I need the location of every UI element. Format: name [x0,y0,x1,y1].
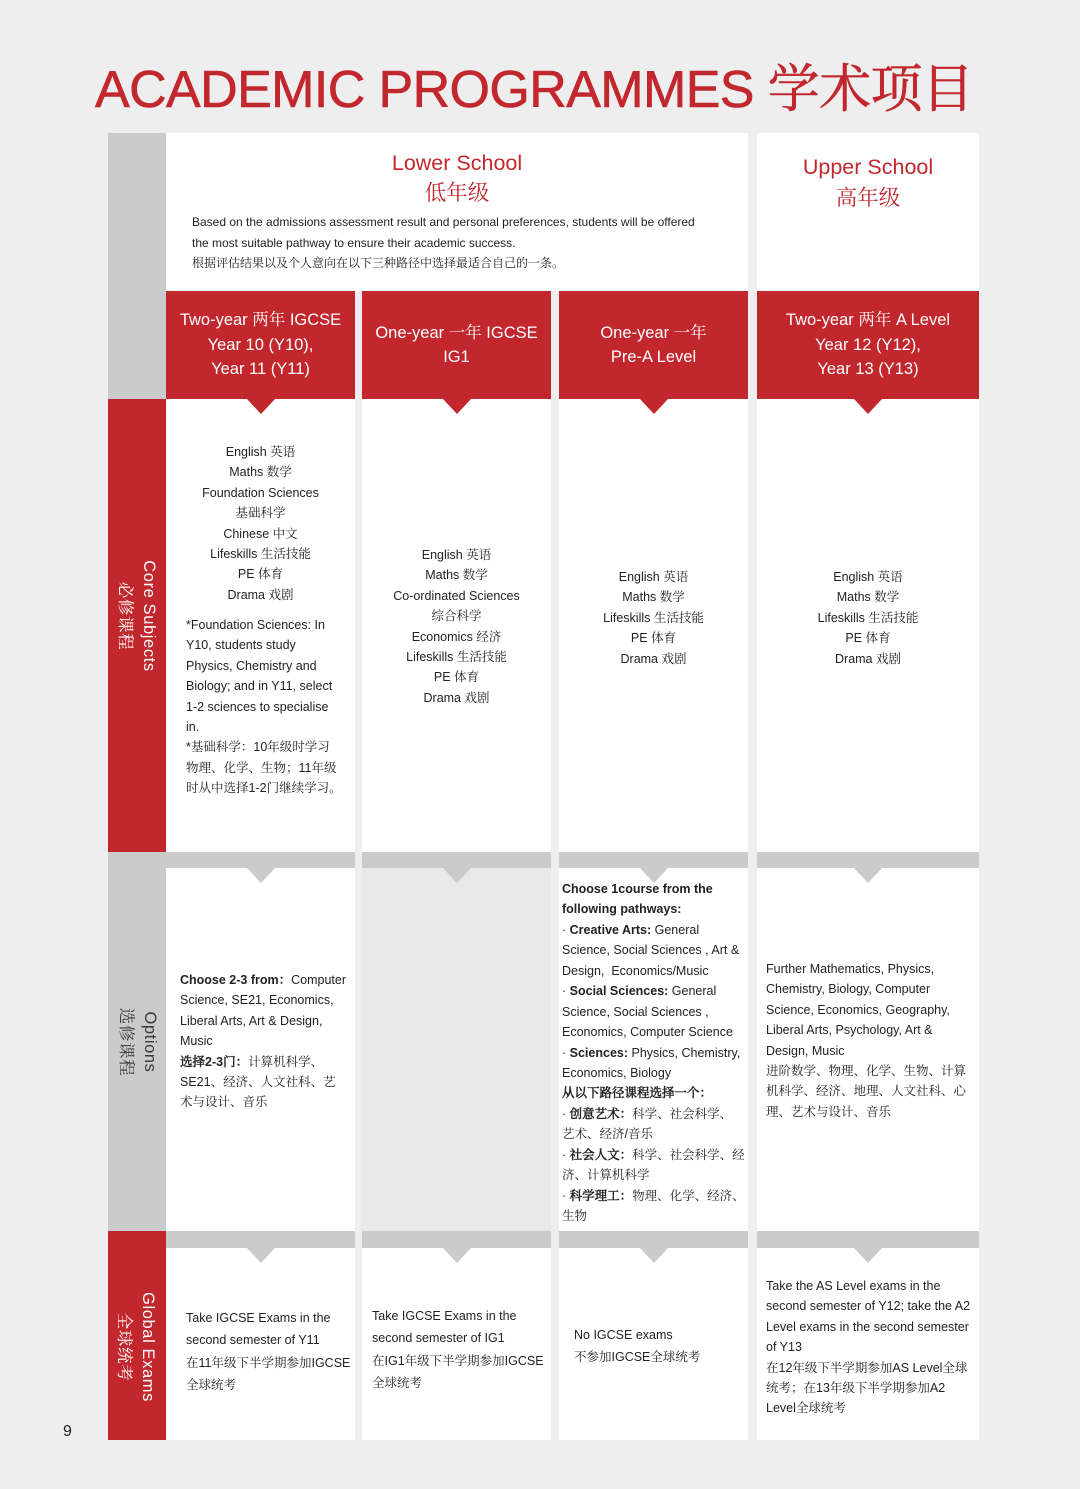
pathway-header-two-year-igcse [166,291,355,399]
row-divider [757,1231,979,1248]
pathway-name: 创意艺术： [569,1106,633,1121]
core-subject: Chinese 中文 [223,526,298,541]
options-line: Design, Economics/Music [562,963,709,978]
bullet: · [562,922,570,937]
bullet: · [562,1147,570,1162]
note-line: 时从中选择1-2门继续学习。 [186,781,342,796]
bullet: · [562,1188,570,1203]
exams-line: 不参加IGCSE全球统考 [574,1350,701,1364]
intro-line: the most suitable pathway to ensure their academic success. [192,235,516,250]
options-line: 济、计算机科学 [562,1168,650,1183]
intro-line: 根据评估结果以及个人意向在以下三种路径中选择最适合自己的一条。 [192,256,565,270]
core-subject: Drama 戏剧 [423,690,490,705]
down-arrow-icon [854,399,882,414]
pathway-header-line: One-year 一年 IGCSE [375,323,538,342]
options-line: Liberal Arts, Psychology, Art & [766,1023,933,1038]
note-line: Physics, Chemistry and [186,658,317,673]
options-line-text: General [651,922,700,937]
exams-text [766,1276,970,1419]
down-arrow-icon [247,399,275,414]
options-text [562,879,745,1226]
exams-line: of Y13 [766,1340,802,1355]
options-line-text: 科学、社会科学、经 [632,1147,745,1162]
core-subject: Maths 数学 [836,590,900,605]
options-line: Design, Music [766,1043,845,1058]
core-cell-two-year-igcse [166,399,355,852]
lower-school-panel [166,133,748,291]
core-cell-pre-a-level [559,399,748,852]
down-arrow-icon [640,868,668,883]
row-label-core-subjects [113,541,161,691]
row-divider [559,852,748,868]
lower-school-heading-cn: 低年级 [424,181,490,205]
options-text [180,970,346,1113]
core-subject: Lifeskills 生活技能 [603,610,704,625]
options-line [180,970,346,990]
core-subject: Maths 数学 [229,465,292,480]
core-subject: Drama 戏剧 [620,651,687,666]
options-line-text: Computer [291,973,347,987]
note-line: 物理、化学、生物；11年级 [186,760,337,775]
core-subject: English 英语 [421,548,492,562]
options-line: 艺术、经济/音乐 [562,1127,653,1142]
row-label-global-exams [112,1272,160,1422]
exams-cell-one-year-igcse [362,1248,551,1440]
row-divider [362,852,551,868]
row-label-cn: 全球统考 [115,1312,133,1382]
intro-line: Based on the admissions assessment result and personal preferences, students will be offered [192,215,695,229]
exams-line: No IGCSE exams [574,1328,673,1342]
exams-text [186,1307,350,1397]
core-subject: Drama 戏剧 [227,587,294,602]
row-label-en: Global Exams [139,1292,157,1402]
options-line [562,1145,745,1165]
options-line-text: 科学、社会科学、 [632,1106,733,1121]
pathway-header-pre-a-level [559,291,748,399]
pathway-header-line: Two-year 两年 A Level [785,311,951,330]
options-line-bold: Choose 2-3 from： [180,973,292,987]
options-line-text: Physics, Chemistry, [628,1045,741,1060]
core-subject-list [757,567,979,669]
options-line: Science, SE21, Economics, [180,993,334,1008]
options-line [562,920,745,940]
note-line: Biology; and in Y11, select [186,679,333,694]
exams-line: Level exams in the second semester [766,1319,969,1334]
core-cell-one-year-igcse [362,399,551,852]
lower-school-heading: Lower School [391,151,523,175]
pathway-name: Social Sciences: [569,984,669,999]
exams-line: Take IGCSE Exams in the [186,1311,331,1325]
options-line: Economics, Biology [562,1065,672,1080]
options-line: 从以下路径课程选择一个： [562,1086,713,1101]
options-line: Further Mathematics, Physics, [766,962,935,976]
options-line: Science, Social Sciences , Art & [562,943,740,958]
exams-line: Take IGCSE Exams in the [372,1309,517,1323]
core-subject: Lifeskills 生活技能 [406,650,507,665]
pathway-name: 科学理工： [569,1188,633,1203]
note-line: Y10, students study [186,638,296,653]
row-label-cn: 选修课程 [117,1007,135,1077]
options-line [562,1186,745,1206]
pathway-name: 社会人文： [569,1147,633,1162]
page-title: ACADEMIC PROGRAMMES 学术项目 [95,61,974,119]
exams-line: 在11年级下半学期参加IGCSE [186,1355,351,1370]
core-subject: English 英语 [833,570,903,584]
exams-cell-pre-a-level [559,1248,748,1440]
core-subject: PE 体育 [630,631,677,646]
exams-line: second semester of IG1 [372,1331,505,1346]
bullet: · [562,1045,570,1060]
down-arrow-icon [854,868,882,883]
row-label-options [114,967,162,1117]
core-subject: PE 体育 [433,670,480,685]
pathway-header-a-level [757,291,979,399]
options-line: Chemistry, Biology, Computer [766,982,931,997]
core-subject: PE 体育 [845,631,891,646]
options-line: Science, Social Sciences , [562,1004,709,1019]
pathway-header-line: Two-year 两年 IGCSE [179,311,342,330]
upper-school-heading-cn: 高年级 [835,186,901,210]
exams-line: Level全球统考 [766,1401,846,1416]
options-line-bold: 选择2-3门： [180,1054,249,1069]
core-subject: Foundation Sciences [202,485,319,500]
upper-school-heading: Upper School [802,155,934,179]
down-arrow-icon [640,1248,668,1263]
pathway-header-line: Year 12 (Y12), [815,335,921,354]
exams-line: 在12年级下半学期参加AS Level全球 [766,1360,968,1375]
down-arrow-icon [640,399,668,414]
pathway-header-line: Year 11 (Y11) [211,360,310,379]
row-label-en: Options [141,1011,159,1073]
row-divider [559,1231,748,1248]
options-cell-one-year-igcse [362,868,551,1231]
row-divider [757,852,979,868]
core-subject-list [362,545,551,708]
options-line: 术与设计、音乐 [180,1095,268,1110]
core-subject-list [559,567,748,669]
pathway-name: Sciences: [569,1045,629,1060]
core-subject: Drama 戏剧 [835,651,901,666]
exams-line: 在IG1年级下半学期参加IGCSE [372,1353,544,1368]
note-line: *基础科学：10年级时学习 [186,740,330,755]
options-line: Choose 1course from the [562,882,713,896]
options-line-text: 物理、化学、经济、 [632,1188,745,1203]
options-line [562,981,745,1001]
lower-school-intro [192,212,695,274]
options-cell-two-year-igcse [166,868,355,1231]
pathway-header-one-year-igcse [362,291,551,399]
pathway-header-line: Pre-A Level [610,348,697,366]
exams-text [372,1305,544,1395]
core-subject: Lifeskills 生活技能 [210,547,311,562]
options-line-text: General [668,984,717,999]
row-divider [362,1231,551,1248]
core-subject: English 英语 [618,570,689,584]
options-line: following pathways: [562,902,682,917]
options-line [180,1052,346,1072]
upper-school-panel [757,133,979,291]
options-line [562,1104,745,1124]
options-line: SE21、经济、人文社科、艺 [180,1075,336,1090]
down-arrow-icon [443,868,471,883]
bullet: · [562,984,570,999]
exams-line: second semester of Y12; take the A2 [766,1299,971,1314]
core-subject: 综合科学 [431,609,482,624]
core-subject: Economics 经济 [411,629,502,644]
core-subject: Lifeskills 生活技能 [817,610,919,625]
options-line: 机科学、经济、地理、人文社科、心 [766,1084,967,1099]
options-line: Science, Economics, Geography, [766,1002,950,1017]
options-line: Liberal Arts, Art & Design, [180,1013,323,1028]
row-divider [166,1231,355,1248]
options-cell-pre-a-level [559,868,748,1231]
pathway-header-line: One-year 一年 [600,323,707,342]
down-arrow-icon [443,1248,471,1263]
note-line: in. [186,720,200,735]
exams-line: second semester of Y11 [186,1333,320,1348]
exams-line: 统考；在13年级下半学期参加A2 [766,1381,946,1396]
options-line [562,1043,745,1063]
row-label-en: Core Subjects [140,560,158,672]
down-arrow-icon [854,1248,882,1263]
pathway-header-line: IG1 [443,348,470,366]
row-label-cn: 必修课程 [116,581,134,651]
core-subject: Co-ordinated Sciences [393,588,520,603]
core-subject-list [166,442,355,605]
core-subject: Maths 数学 [425,568,488,583]
down-arrow-icon [247,868,275,883]
core-subject: PE 体育 [237,567,284,582]
options-cell-a-level [757,868,979,1231]
note-line: *Foundation Sciences: In [186,618,325,632]
note-line: 1-2 sciences to specialise [186,699,329,714]
label-strip-header [108,133,166,399]
foundation-sciences-note [186,615,342,799]
exams-cell-a-level [757,1248,979,1440]
exams-cell-two-year-igcse [166,1248,355,1440]
pathway-header-line: Year 10 (Y10), [207,335,314,354]
page-number: 9 [63,1423,72,1440]
options-line: 生物 [562,1209,588,1223]
pathway-name: Creative Arts: [569,922,652,937]
options-line-text: 计算机科学、 [248,1054,324,1069]
exams-text [574,1324,700,1368]
options-line: 理、艺术与设计、音乐 [766,1104,892,1119]
pathway-header-line: Year 13 (Y13) [817,360,919,379]
core-subject: English 英语 [225,445,296,459]
options-text [766,959,966,1122]
core-subject: Maths 数学 [622,590,685,605]
options-line: Music [180,1034,213,1049]
exams-line: 全球统考 [186,1378,237,1393]
bullet: · [562,1106,570,1121]
down-arrow-icon [247,1248,275,1263]
down-arrow-icon [443,399,471,414]
options-line: Economics, Computer Science [562,1025,733,1040]
options-line: 进阶数学、物理、化学、生物、计算 [766,1064,967,1079]
exams-line: Take the AS Level exams in the [766,1279,941,1293]
core-subject: 基础科学 [235,506,286,521]
exams-line: 全球统考 [372,1376,423,1391]
row-divider [166,852,355,868]
core-cell-a-level [757,399,979,852]
